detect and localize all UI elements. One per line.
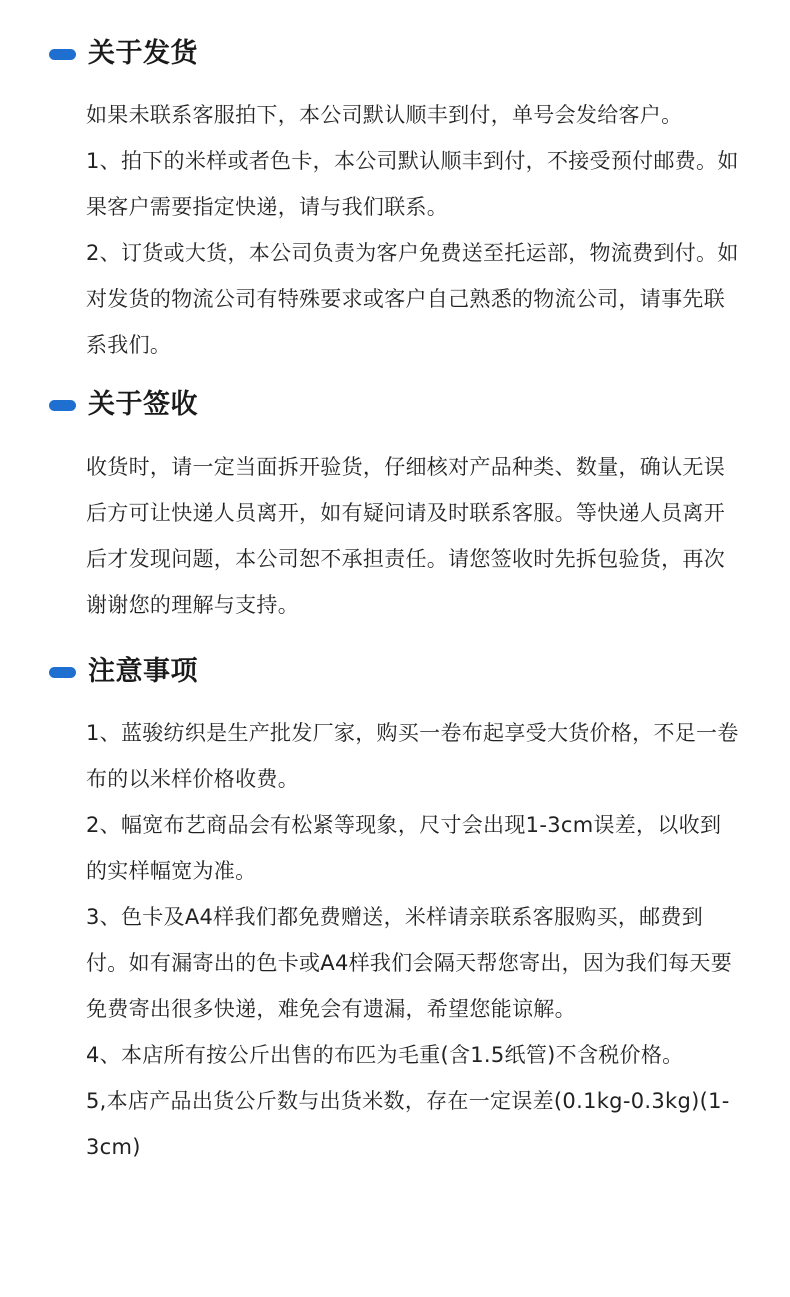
paragraph: 1、拍下的米样或者色卡，本公司默认顺丰到付，不接受预付邮费。如果客户需要指定快递，请与我们联系。 (86, 149, 739, 219)
section-notes (0, 654, 790, 1159)
paragraph: 2、幅宽布艺商品会有松紧等现象，尺寸会出现1-3cm误差，以收到的实样幅宽为准。 (86, 813, 722, 883)
section-shipping (0, 36, 790, 357)
section-header (0, 387, 790, 427)
paragraph: 5,本店产品出货公斤数与出货米数，存在一定误差(0.1kg-0.3kg)(1-3cm) (86, 1089, 730, 1159)
paragraph: 1、蓝骏纺织是生产批发厂家，购买一卷布起享受大货价格，不足一卷布的以米样价格收费。 (86, 721, 739, 791)
section-title: 注意事项 (88, 656, 198, 687)
section-header (0, 36, 790, 76)
section-title: 关于签收 (88, 389, 198, 420)
paragraph: 如果未联系客服拍下，本公司默认顺丰到付，单号会发给客户。 (86, 103, 683, 127)
section-body (86, 444, 741, 628)
section-marker-icon (49, 400, 76, 411)
section-receipt (0, 387, 790, 617)
paragraph: 3、色卡及A4样我们都免费赠送，米样请亲联系客服购买，邮费到付。如有漏寄出的色卡或A4样我们会隔天帮您寄出，因为我们每天要免费寄出很多快递，难免会有遗漏，希望您能谅解。 (86, 905, 733, 1021)
section-marker-icon (49, 667, 76, 678)
paragraph: 4、本店所有按公斤出售的布匹为毛重(含1.5纸管)不含税价格。 (86, 1043, 684, 1067)
section-title: 关于发货 (88, 38, 198, 69)
paragraph: 2、订货或大货，本公司负责为客户免费送至托运部，物流费到付。如对发货的物流公司有特殊要求或客户自己熟悉的物流公司，请事先联系我们。 (86, 241, 739, 357)
paragraph: 收货时，请一定当面拆开验货，仔细核对产品种类、数量，确认无误后方可让快递人员离开，如有疑问请及时联系客服。等快递人员离开后才发现问题，本公司恕不承担责任。请您签收时先拆包验货，再次谢谢您的理解与支持。 (86, 455, 725, 617)
section-marker-icon (49, 49, 76, 60)
section-body (86, 710, 741, 1170)
section-body (86, 92, 741, 368)
section-header (0, 654, 790, 694)
